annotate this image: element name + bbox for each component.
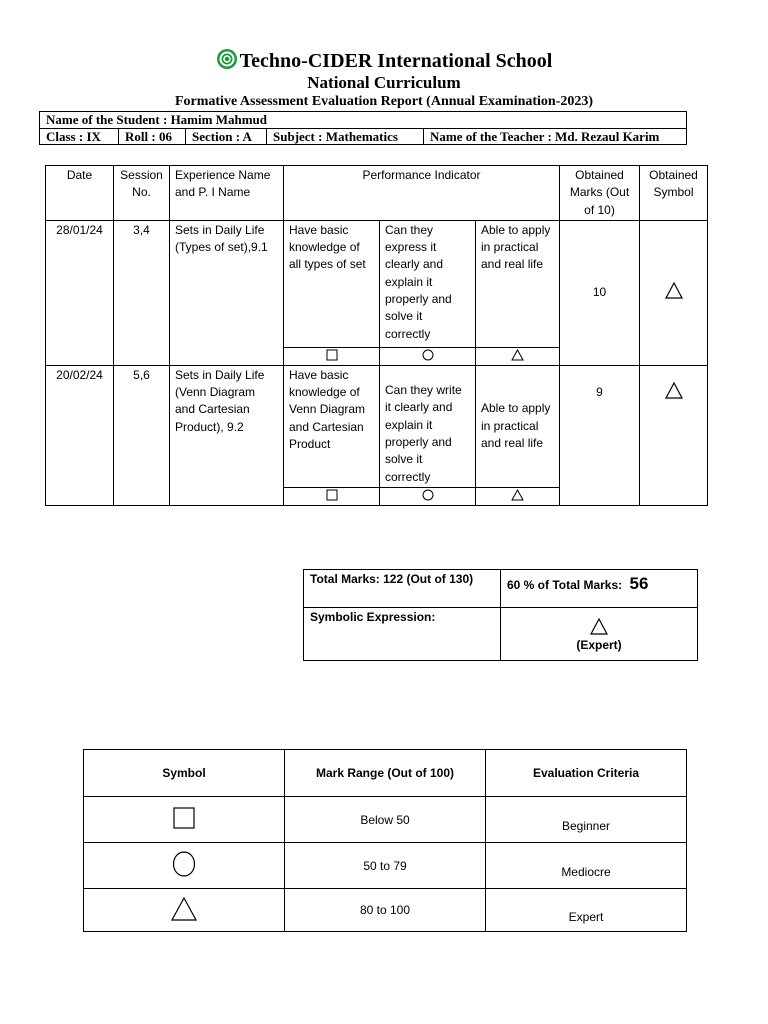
student-name: Name of the Student : Hamim Mahmud [46, 112, 267, 127]
percent-value: 56 [629, 574, 649, 593]
header-date: Date [46, 166, 114, 221]
symbolic-cell [501, 608, 698, 661]
legend-criteria: Mediocre [486, 843, 687, 889]
class-cell: Class : IX [46, 129, 101, 144]
circle-icon [172, 851, 196, 877]
row-indicator-1: Have basic knowledge of all types of set [284, 220, 380, 347]
school-logo-icon [216, 48, 238, 76]
indicator-symbol-cell [380, 347, 476, 365]
row-marks: 10 [560, 220, 640, 365]
row-indicator-2: Can they write it clearly and explain it properly and solve it correctly [380, 365, 476, 487]
student-info-box [39, 111, 687, 145]
legend-criteria: Beginner [486, 797, 687, 843]
student-name-row [40, 112, 686, 129]
indicator-symbol-cell [284, 487, 380, 505]
assessment-table [45, 165, 708, 506]
triangle-icon [590, 618, 608, 635]
section-cell: Section : A [192, 129, 252, 144]
teacher-cell: Name of the Teacher : Md. Rezaul Karim [430, 129, 660, 144]
row-symbol [640, 365, 708, 505]
row-indicator-3: Able to apply in practical and real life [476, 365, 560, 487]
report-title: Formative Assessment Evaluation Report (Annual Examination-2023) [174, 94, 594, 109]
legend-range: Below 50 [285, 797, 486, 843]
legend-row [84, 843, 687, 889]
row-date: 20/02/24 [46, 365, 114, 505]
row-indicator-3: Able to apply in practical and real life [476, 220, 560, 347]
legend-header-row [84, 750, 687, 797]
circle-icon [422, 349, 434, 361]
row-date: 28/01/24 [46, 220, 114, 365]
triangle-icon [511, 489, 524, 501]
indicator-symbol-cell [476, 487, 560, 505]
legend-symbol [84, 797, 285, 843]
school-name: Techno-CIDER International School [239, 50, 553, 72]
triangle-icon [665, 382, 683, 399]
header-symbol: Obtained Symbol [640, 166, 708, 221]
row-symbol [640, 220, 708, 365]
legend-criteria: Expert [486, 889, 687, 932]
legend-row [84, 797, 687, 843]
square-icon [173, 807, 195, 829]
legend-row [84, 889, 687, 932]
table-row [46, 220, 708, 347]
row-experience: Sets in Daily Life (Venn Diagram and Cartesian Product), 9.2 [170, 365, 284, 505]
symbolic-row [304, 608, 698, 661]
triangle-icon [511, 349, 524, 361]
legend-header-range: Mark Range (Out of 100) [285, 750, 486, 797]
curriculum-title: National Curriculum [307, 73, 461, 92]
roll-cell: Roll : 06 [125, 129, 172, 144]
triangle-icon [171, 897, 197, 921]
indicator-symbol-cell [380, 487, 476, 505]
header-indicator: Performance Indicator [284, 166, 560, 221]
square-icon [326, 489, 338, 501]
legend-range: 50 to 79 [285, 843, 486, 889]
legend-header-criteria: Evaluation Criteria [486, 750, 687, 797]
row-indicator-1: Have basic knowledge of Venn Diagram and Cartesian Product [284, 365, 380, 487]
percent-label: 60 % of Total Marks: [507, 578, 623, 592]
school-title [0, 48, 768, 76]
triangle-icon [665, 282, 683, 299]
row-marks: 9 [560, 365, 640, 505]
totals-row [304, 570, 698, 608]
legend-header-symbol: Symbol [84, 750, 285, 797]
table-row [46, 365, 708, 487]
indicator-symbol-cell [476, 347, 560, 365]
row-session: 5,6 [114, 365, 170, 505]
header-session: Session No. [114, 166, 170, 221]
table-header-row [46, 166, 708, 221]
row-session: 3,4 [114, 220, 170, 365]
student-details-row [40, 129, 686, 145]
symbolic-label: Symbolic Expression: [304, 608, 501, 661]
square-icon [326, 349, 338, 361]
totals-table [303, 569, 698, 661]
row-indicator-2: Can they express it clearly and explain it properly and solve it correctly [380, 220, 476, 347]
circle-icon [422, 489, 434, 501]
symbolic-value: (Expert) [576, 638, 622, 652]
row-experience: Sets in Daily Life (Types of set),9.1 [170, 220, 284, 365]
indicator-symbol-cell [284, 347, 380, 365]
legend-symbol [84, 889, 285, 932]
header-marks: Obtained Marks (Out of 10) [560, 166, 640, 221]
percent-cell [501, 570, 698, 608]
legend-symbol [84, 843, 285, 889]
header-experience: Experience Name and P. I Name [170, 166, 284, 221]
total-marks: Total Marks: 122 (Out of 130) [304, 570, 501, 608]
subject-cell: Subject : Mathematics [273, 129, 398, 144]
legend-range: 80 to 100 [285, 889, 486, 932]
legend-table [83, 749, 687, 932]
